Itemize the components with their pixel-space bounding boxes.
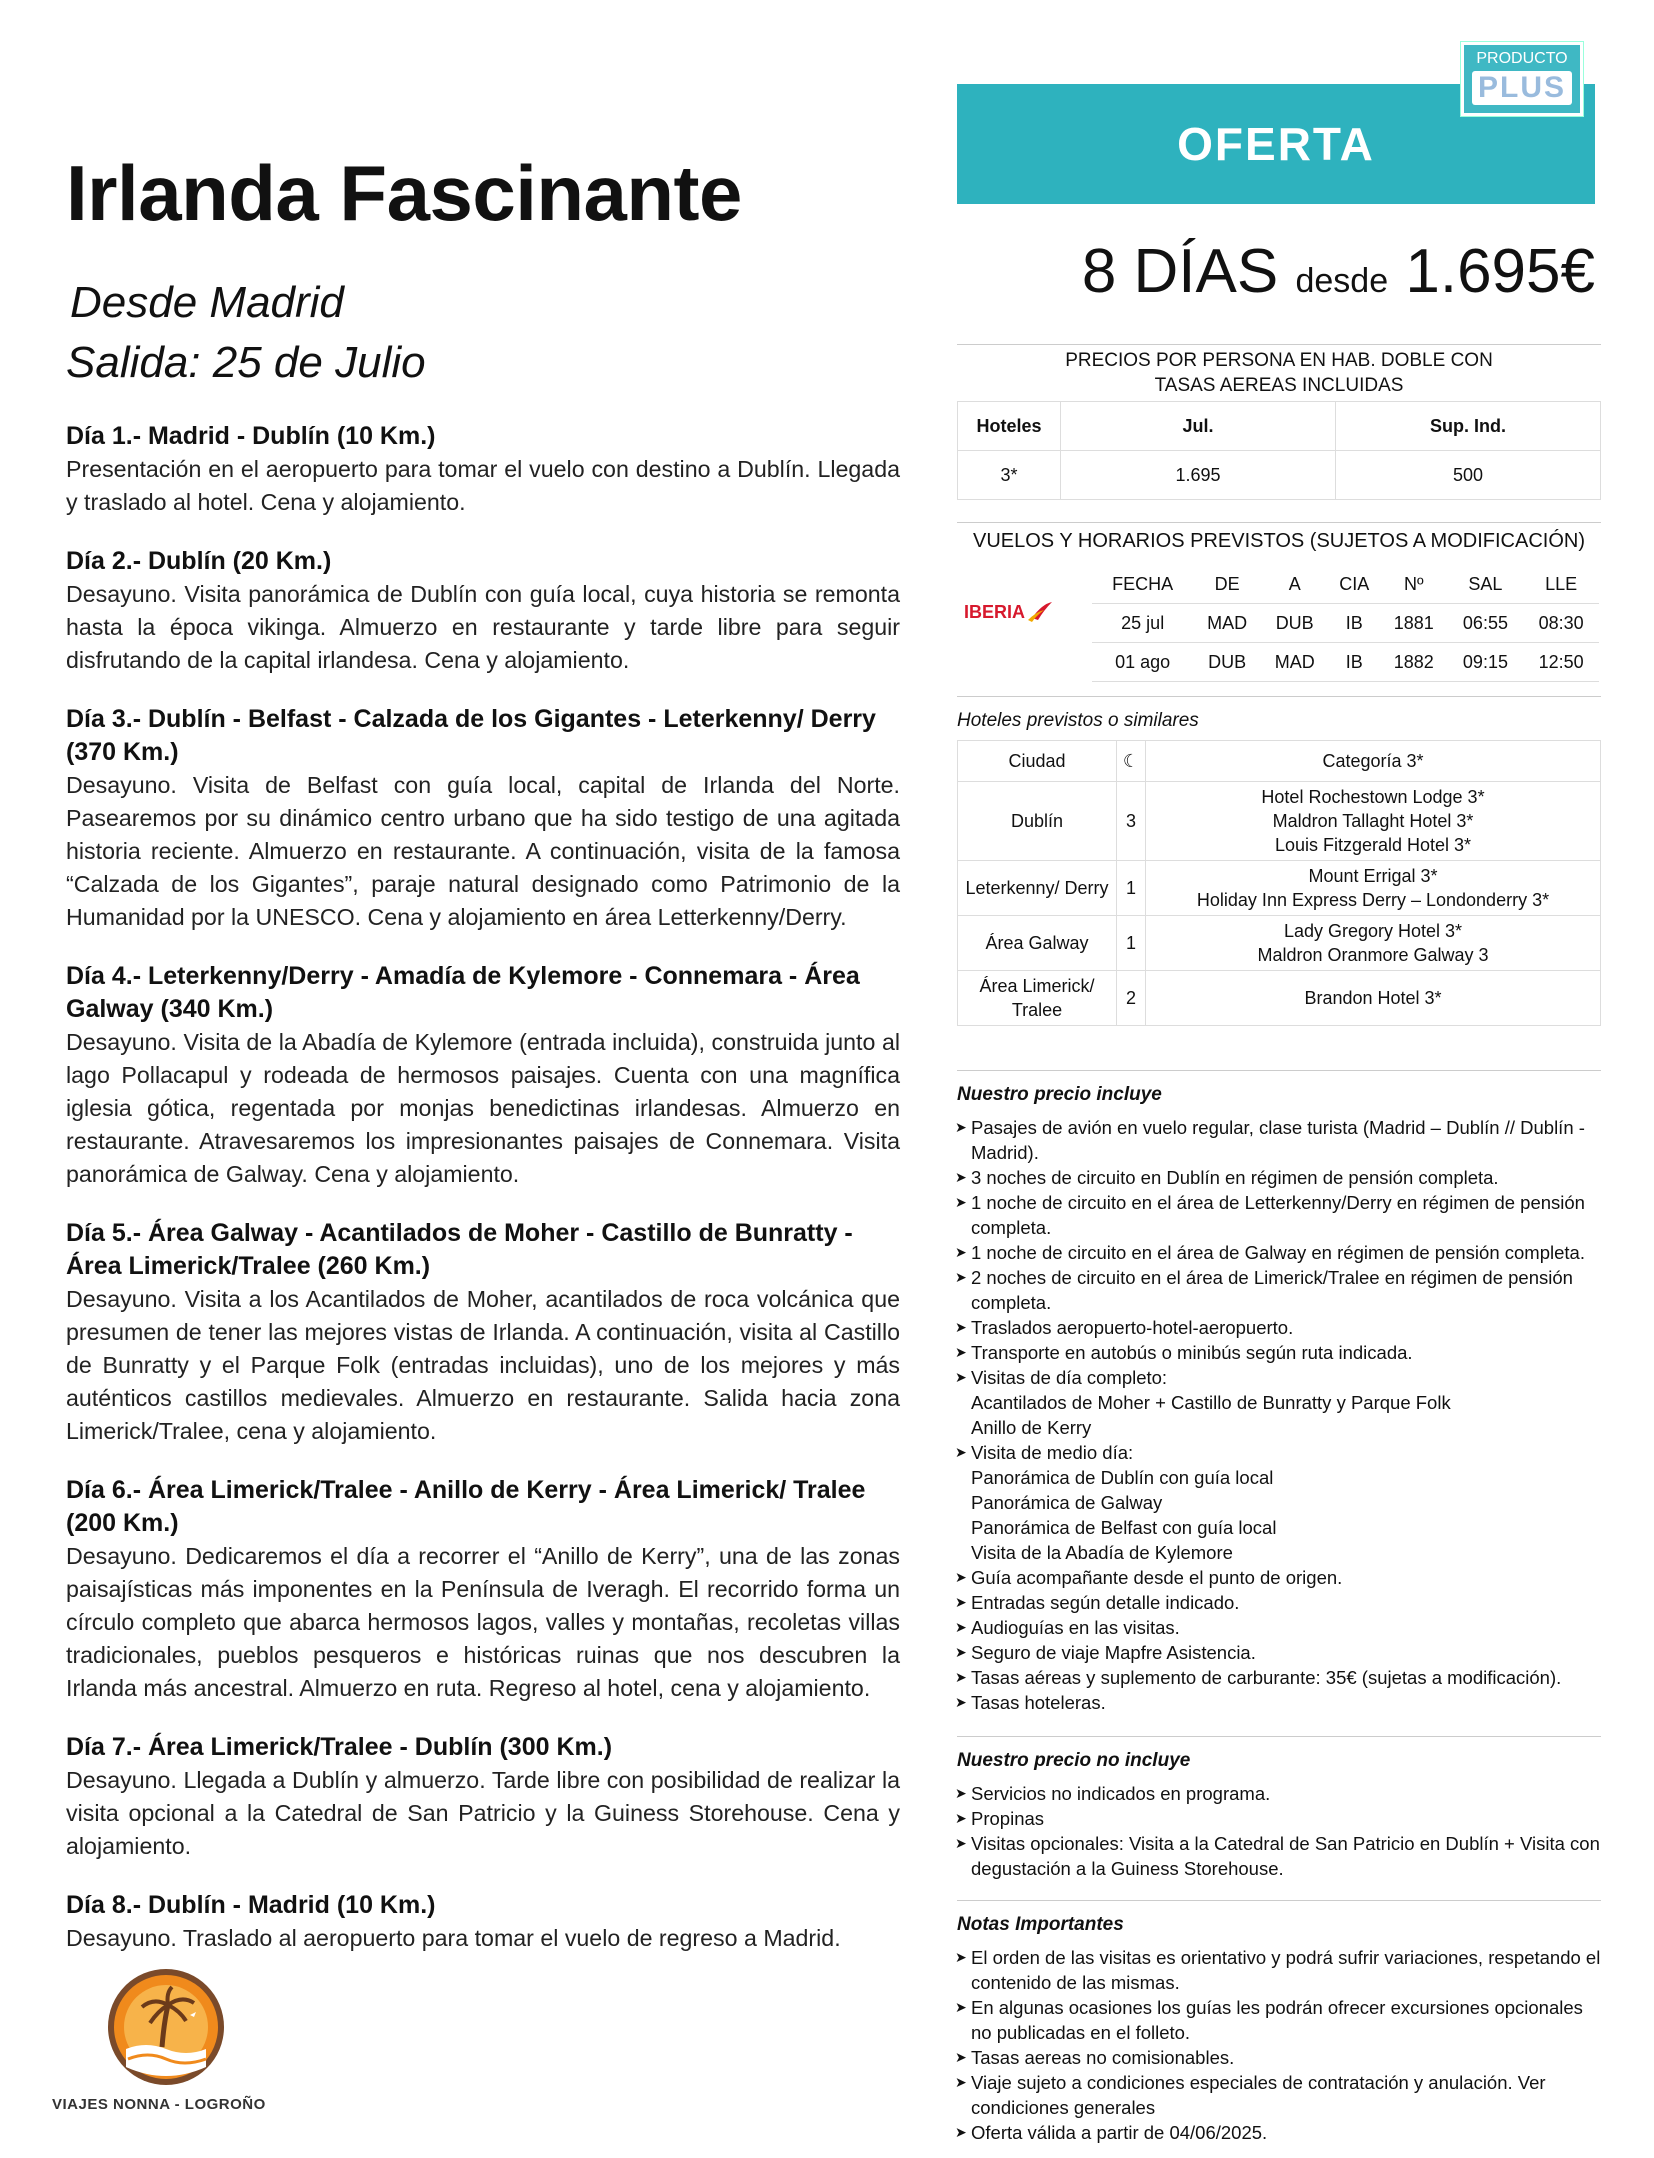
price-header: Sup. Ind. <box>1336 402 1601 451</box>
day-item <box>66 1889 900 1955</box>
list-item: ➤ Visitas opcionales: Visita a la Catedral de San Patricio en Dublín + Visita con degustación a la Guiness Storehouse. <box>957 1831 1605 1881</box>
day-text: Desayuno. Dedicaremos el día a recorrer el “Anillo de Kerry”, una de las zonas paisajísticas más imponentes en la Península de Iveragh. El recorrido forma un círculo completo que abarca hermosos lagos, valles y montañas, recoletas villas tradicionales, pueblos pesqueros e históricas ruinas que nos descubren la Irlanda más ancestral. Almuerzo en ruta. Regreso al hotel, cena y alojamiento. <box>66 1543 900 1701</box>
price-amount: 1.695€ <box>1405 237 1595 306</box>
day-text: Desayuno. Visita de Belfast con guía local, capital de Irlanda del Norte. Pasearemos por su dinámico centro urbano que ha sido testigo de una agitada historia reciente. Almuerzo en restaurante. A continuación, visita de la famosa “Calzada de los Gigantes”, paraje natural designado como Patrimonio de la Humanidad por la UNESCO. Cena y alojamiento en área Letterkenny/Derry. <box>66 772 900 930</box>
hotel-names <box>1146 916 1601 971</box>
list-item: Panorámica de Belfast con guía local <box>971 1517 1277 1538</box>
day-item <box>66 545 900 677</box>
hotel-name: Maldron Oranmore Galway 3 <box>1257 945 1489 965</box>
agency-logo-icon <box>106 1967 226 2087</box>
hotel-name: Hotel Rochestown Lodge 3* <box>1261 787 1485 807</box>
day-title: Día 5.- Área Galway - Acantilados de Moher - Castillo de Bunratty - Área Limerick/Tralee (260 Km.) <box>66 1219 853 1280</box>
hotel-nights: 3 <box>1117 782 1146 861</box>
day-title: Día 1.- Madrid - Dublín (10 Km.) <box>66 422 436 450</box>
flight-header: A <box>1261 565 1329 604</box>
hotel-city: Área Galway <box>958 916 1117 971</box>
list-item: ➤ Oferta válida a partir de 04/06/2025. <box>957 2120 1605 2145</box>
hotel-names <box>1146 971 1601 1026</box>
price-cell: 500 <box>1336 451 1601 500</box>
page-title: Irlanda Fascinante <box>66 149 742 237</box>
hotel-header: Ciudad <box>958 741 1117 782</box>
hotel-name: Louis Fitzgerald Hotel 3* <box>1274 835 1472 855</box>
includes-title: Nuestro precio incluye <box>957 1084 1162 1105</box>
hotel-header: ☾ <box>1117 741 1146 782</box>
day-text: Desayuno. Visita de la Abadía de Kylemore (entrada incluida), construida junto al lago Pollacapul y rodeada de hermosos paisajes. Cuenta con una magnífica iglesia gótica, regentada por monjas benedictinas irlandesas. Almuerzo en restaurante. Atravesaremos los impresionantes paisajes de Connemara. Visita panorámica de Galway. Cena y alojamiento. <box>66 1029 900 1187</box>
day-item <box>66 1731 900 1863</box>
flight-cell: 08:30 <box>1523 604 1599 643</box>
day-text: Desayuno. Llegada a Dublín y almuerzo. Tarde libre con posibilidad de realizar la visita opcional a la Catedral de San Patricio y la Guiness Storehouse. Cena y alojamiento. <box>66 1767 900 1859</box>
list-item: Acantilados de Moher + Castillo de Bunratty y Parque Folk <box>971 1392 1451 1413</box>
price-header: Jul. <box>1061 402 1336 451</box>
list-item: ➤ Traslados aeropuerto-hotel-aeropuerto. <box>957 1315 1605 1340</box>
hotel-nights: 1 <box>1117 861 1146 916</box>
flight-cell: 06:55 <box>1448 604 1524 643</box>
hotels-title: Hoteles previstos o similares <box>957 710 1199 731</box>
hotel-name: Maldron Tallaght Hotel 3* <box>1272 811 1474 831</box>
list-item: ➤ Visita de medio día: <box>957 1440 1605 1465</box>
hotel-row <box>958 782 1601 861</box>
price-header: Hoteles <box>958 402 1061 451</box>
flight-row <box>1092 604 1599 643</box>
flight-header: DE <box>1193 565 1261 604</box>
itinerary <box>66 420 900 1981</box>
list-item: ➤ Visitas de día completo: <box>957 1365 1605 1390</box>
list-item: ➤ Entradas según detalle indicado. <box>957 1590 1605 1615</box>
desde-label: desde <box>1295 262 1389 300</box>
day-text: Desayuno. Visita panorámica de Dublín con guía local, cuya historia se remonta hasta la época vikinga. Almuerzo en restaurante y tarde libre para seguir disfrutando de la capital irlandesa. Cena y alojamiento. <box>66 581 900 673</box>
flight-cell: DUB <box>1261 604 1329 643</box>
prices-title <box>957 348 1601 398</box>
day-title: Día 7.- Área Limerick/Tralee - Dublín (300 Km.) <box>66 1733 613 1761</box>
hotel-city: Área Limerick/ Tralee <box>958 971 1117 1026</box>
price-cell: 3* <box>958 451 1061 500</box>
list-item: ➤ 2 noches de circuito en el área de Limerick/Tralee en régimen de pensión completa. <box>957 1265 1605 1315</box>
day-item <box>66 1217 900 1448</box>
excludes-list <box>957 1781 1605 1881</box>
excludes-section <box>957 1748 1605 1881</box>
list-item: ➤ Tasas aereas no comisionables. <box>957 2045 1605 2070</box>
prices-title-line2: TASAS AEREAS INCLUIDAS <box>1154 375 1404 396</box>
flight-cell: 25 jul <box>1092 604 1193 643</box>
list-item: ➤ Seguro de viaje Mapfre Asistencia. <box>957 1640 1605 1665</box>
list-item: ➤ Tasas aéreas y suplemento de carburante: 35€ (sujetas a modificación). <box>957 1665 1605 1690</box>
list-item: Anillo de Kerry <box>971 1417 1092 1438</box>
departure-date: Salida: 25 de Julio <box>66 338 426 387</box>
hotel-names <box>1146 861 1601 916</box>
list-item: ➤ En algunas ocasiones los guías les podrán ofrecer excursiones opcionales no publicadas en el folleto. <box>957 1995 1605 2045</box>
day-text: Presentación en el aeropuerto para tomar el vuelo con destino a Dublín. Llegada y traslado al hotel. Cena y alojamiento. <box>66 456 900 515</box>
prices-title-line1: PRECIOS POR PERSONA EN HAB. DOBLE CON <box>1065 350 1493 371</box>
notes-section <box>957 1912 1605 2145</box>
price-cell: 1.695 <box>1061 451 1336 500</box>
hotel-name: Brandon Hotel 3* <box>1304 988 1442 1008</box>
flight-header: CIA <box>1328 565 1380 604</box>
day-title: Día 3.- Dublín - Belfast - Calzada de los Gigantes - Leterkenny/ Derry (370 Km.) <box>66 705 876 766</box>
hotel-names <box>1146 782 1601 861</box>
day-item <box>66 960 900 1191</box>
hotel-row <box>958 971 1601 1026</box>
flight-cell: IB <box>1328 643 1380 682</box>
list-item: ➤ Tasas hoteleras. <box>957 1690 1605 1715</box>
list-item: ➤ Audioguías en las visitas. <box>957 1615 1605 1640</box>
hotel-name: Holiday Inn Express Derry – Londonderry 3* <box>1196 890 1550 910</box>
badge-line1: PRODUCTO <box>1476 50 1568 67</box>
iberia-logo-icon <box>964 598 1052 626</box>
hotel-city: Leterkenny/ Derry <box>958 861 1117 916</box>
day-item <box>66 703 900 934</box>
flight-cell: 12:50 <box>1523 643 1599 682</box>
list-item: ➤ Transporte en autobús o minibús según ruta indicada. <box>957 1340 1605 1365</box>
hotel-nights: 2 <box>1117 971 1146 1026</box>
list-item: ➤ 3 noches de circuito en Dublín en régimen de pensión completa. <box>957 1165 1605 1190</box>
hotel-row <box>958 916 1601 971</box>
flight-cell: 1882 <box>1380 643 1448 682</box>
list-item: ➤ 1 noche de circuito en el área de Galway en régimen de pensión completa. <box>957 1240 1605 1265</box>
list-item: ➤ El orden de las visitas es orientativo y podrá sufrir variaciones, respetando el contenido de las mismas. <box>957 1945 1605 1995</box>
duration: 8 DÍAS <box>1081 237 1279 306</box>
flight-header: Nº <box>1380 565 1448 604</box>
hotel-city: Dublín <box>958 782 1117 861</box>
flight-cell: 09:15 <box>1448 643 1524 682</box>
hotel-nights: 1 <box>1117 916 1146 971</box>
excludes-title: Nuestro precio no incluye <box>957 1750 1191 1771</box>
day-text: Desayuno. Traslado al aeropuerto para tomar el vuelo de regreso a Madrid. <box>66 1925 841 1951</box>
hotel-name: Lady Gregory Hotel 3* <box>1283 921 1463 941</box>
departure-city: Desde Madrid <box>70 278 344 327</box>
flights-table <box>1092 565 1599 682</box>
hotel-header: Categoría 3* <box>1146 741 1601 782</box>
notes-title: Notas Importantes <box>957 1914 1124 1935</box>
price-headline <box>957 236 1595 307</box>
flight-cell: DUB <box>1193 643 1261 682</box>
hotels-table <box>957 740 1601 1026</box>
day-title: Día 2.- Dublín (20 Km.) <box>66 547 332 575</box>
iberia-wordmark: IBERIA <box>964 602 1026 622</box>
agency-name: VIAJES NONNA - LOGROÑO <box>52 2096 266 2113</box>
list-item: Panorámica de Galway <box>971 1492 1163 1513</box>
list-item: ➤ 1 noche de circuito en el área de Letterkenny/Derry en régimen de pensión completa. <box>957 1190 1605 1240</box>
price-table <box>957 401 1601 500</box>
notes-list <box>957 1945 1605 2145</box>
hotel-row <box>958 861 1601 916</box>
includes-list <box>957 1115 1605 1715</box>
list-item: ➤ Propinas <box>957 1806 1605 1831</box>
hotel-name: Mount Errigal 3* <box>1308 866 1438 886</box>
flight-cell: 1881 <box>1380 604 1448 643</box>
flight-cell: MAD <box>1261 643 1329 682</box>
offer-banner: OFERTA <box>957 84 1595 204</box>
flight-cell: 01 ago <box>1092 643 1193 682</box>
day-text: Desayuno. Visita a los Acantilados de Moher, acantilados de roca volcánica que presumen de tener las mejores vistas de Irlanda. A continuación, visita al Castillo de Bunratty y el Parque Folk (entradas incluidas), uno de los mejores y más auténticos castillos medievales. Almuerzo en restaurante. Salida hacia zona Limerick/Tralee, cena y alojamiento. <box>66 1286 900 1444</box>
day-title: Día 8.- Dublín - Madrid (10 Km.) <box>66 1891 436 1919</box>
list-item: ➤ Guía acompañante desde el punto de origen. <box>957 1565 1605 1590</box>
flight-row <box>1092 643 1599 682</box>
flight-header: LLE <box>1523 565 1599 604</box>
day-item <box>66 420 900 519</box>
producto-plus-badge <box>1461 42 1583 116</box>
list-item: Visita de la Abadía de Kylemore <box>971 1542 1233 1563</box>
flights-title: VUELOS Y HORARIOS PREVISTOS (SUJETOS A MODIFICACIÓN) <box>973 530 1585 552</box>
list-item: ➤ Viaje sujeto a condiciones especiales de contratación y anulación. Ver condiciones generales <box>957 2070 1605 2120</box>
includes-section <box>957 1082 1605 1715</box>
list-item: ➤ Servicios no indicados en programa. <box>957 1781 1605 1806</box>
list-item: ➤ Pasajes de avión en vuelo regular, clase turista (Madrid – Dublín // Dublín - Madrid). <box>957 1115 1605 1165</box>
flight-header: SAL <box>1448 565 1524 604</box>
flight-cell: IB <box>1328 604 1380 643</box>
flight-cell: MAD <box>1193 604 1261 643</box>
badge-line2: PLUS <box>1472 71 1572 105</box>
list-item: Panorámica de Dublín con guía local <box>971 1467 1274 1488</box>
day-title: Día 4.- Leterkenny/Derry - Amadía de Kylemore - Connemara - Área Galway (340 Km.) <box>66 962 860 1023</box>
day-item <box>66 1474 900 1705</box>
flight-header: FECHA <box>1092 565 1193 604</box>
day-title: Día 6.- Área Limerick/Tralee - Anillo de Kerry - Área Limerick/ Tralee (200 Km.) <box>66 1476 866 1537</box>
